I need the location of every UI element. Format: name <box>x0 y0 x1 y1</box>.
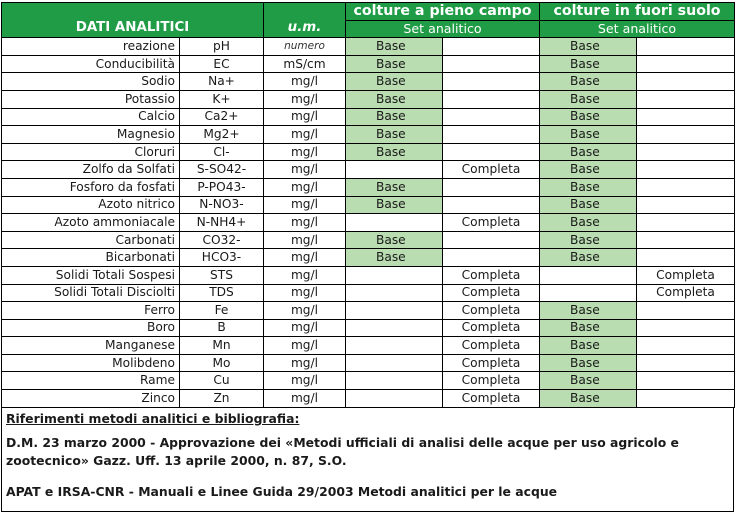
param-unit: mg/l <box>264 249 346 267</box>
soilless-base: Base <box>540 178 637 196</box>
reference-apat-irsa: APAT e IRSA-CNR - Manuali e Linee Guida 29/2003 Metodi analitici per le acque <box>6 483 558 499</box>
soilless-complete <box>637 55 735 73</box>
param-name: Solidi Totali Disciolti <box>2 284 180 302</box>
open-field-complete: Completa <box>443 354 540 372</box>
analysis-sheet <box>1 2 734 512</box>
param-name: Molibdeno <box>2 354 180 372</box>
soilless-base: Base <box>540 55 637 73</box>
soilless-complete <box>637 196 735 214</box>
param-name: Solidi Totali Sospesi <box>2 266 180 284</box>
open-field-base <box>346 161 443 179</box>
open-field-base <box>346 337 443 355</box>
soilless-base: Base <box>540 196 637 214</box>
soilless-base: Base <box>540 319 637 337</box>
open-field-complete: Completa <box>443 284 540 302</box>
param-symbol: Cu <box>180 372 264 390</box>
open-field-base: Base <box>346 55 443 73</box>
table-row <box>2 266 735 284</box>
soilless-complete: Completa <box>637 266 735 284</box>
table-row <box>2 196 735 214</box>
open-field-complete <box>443 55 540 73</box>
references-title: Riferimenti metodi analitici e bibliografia: <box>6 410 300 426</box>
open-field-base: Base <box>346 249 443 267</box>
open-field-complete <box>443 126 540 144</box>
table-row <box>2 337 735 355</box>
param-symbol: Fe <box>180 302 264 320</box>
soilless-complete <box>637 38 735 56</box>
header-row-groups <box>2 3 735 21</box>
param-symbol: N-NO3- <box>180 196 264 214</box>
param-name: Magnesio <box>2 126 180 144</box>
table-row <box>2 390 735 408</box>
open-field-complete: Completa <box>443 302 540 320</box>
table-row <box>2 126 735 144</box>
open-field-complete: Completa <box>443 266 540 284</box>
soilless-base <box>540 284 637 302</box>
param-symbol: HCO3- <box>180 249 264 267</box>
soilless-complete <box>637 249 735 267</box>
table-row <box>2 108 735 126</box>
param-unit: mg/l <box>264 337 346 355</box>
soilless-base: Base <box>540 390 637 408</box>
param-name: Azoto nitrico <box>2 196 180 214</box>
param-symbol: P-PO43- <box>180 178 264 196</box>
param-symbol: Cl- <box>180 143 264 161</box>
open-field-base <box>346 319 443 337</box>
param-symbol: Mn <box>180 337 264 355</box>
param-unit: mg/l <box>264 126 346 144</box>
param-symbol: STS <box>180 266 264 284</box>
open-field-base <box>346 354 443 372</box>
soilless-complete <box>637 231 735 249</box>
soilless-base: Base <box>540 38 637 56</box>
open-field-base <box>346 390 443 408</box>
param-unit: mg/l <box>264 284 346 302</box>
table-row <box>2 143 735 161</box>
soilless-complete <box>637 319 735 337</box>
table-row <box>2 284 735 302</box>
open-field-complete: Completa <box>443 319 540 337</box>
soilless-base: Base <box>540 302 637 320</box>
soilless-base: Base <box>540 372 637 390</box>
soilless-base: Base <box>540 354 637 372</box>
param-unit: mg/l <box>264 354 346 372</box>
soilless-complete <box>637 143 735 161</box>
param-name: Manganese <box>2 337 180 355</box>
open-field-complete: Completa <box>443 161 540 179</box>
table-body <box>2 38 735 407</box>
open-field-complete: Completa <box>443 337 540 355</box>
soilless-base: Base <box>540 126 637 144</box>
open-field-complete <box>443 38 540 56</box>
soilless-complete <box>637 337 735 355</box>
param-symbol: B <box>180 319 264 337</box>
soilless-base: Base <box>540 161 637 179</box>
table-row <box>2 38 735 56</box>
param-symbol: Mo <box>180 354 264 372</box>
param-name: Bicarbonati <box>2 249 180 267</box>
param-name: Sodio <box>2 73 180 91</box>
soilless-complete <box>637 108 735 126</box>
soilless-base: Base <box>540 249 637 267</box>
soilless-complete <box>637 390 735 408</box>
table-row <box>2 73 735 91</box>
param-symbol: Mg2+ <box>180 126 264 144</box>
open-field-complete <box>443 108 540 126</box>
header-group-open-field: colture a pieno campo <box>346 3 540 21</box>
soilless-complete <box>637 372 735 390</box>
open-field-base: Base <box>346 90 443 108</box>
param-unit: mg/l <box>264 196 346 214</box>
param-unit: mg/l <box>264 90 346 108</box>
param-unit: mg/l <box>264 319 346 337</box>
open-field-complete: Completa <box>443 390 540 408</box>
table-row <box>2 90 735 108</box>
param-symbol: Na+ <box>180 73 264 91</box>
reference-dm-2000: D.M. 23 marzo 2000 - Approvazione dei «Metodi ufficiali di analisi delle acque per uso agricolo e zootecnico» Gazz. Uff. 13 aprile 2000, n. 87, S.O. <box>6 434 679 468</box>
open-field-complete <box>443 90 540 108</box>
soilless-base: Base <box>540 143 637 161</box>
open-field-complete <box>443 73 540 91</box>
soilless-complete <box>637 302 735 320</box>
soilless-complete <box>637 90 735 108</box>
soilless-complete: Completa <box>637 284 735 302</box>
param-name: Azoto ammoniacale <box>2 214 180 232</box>
open-field-base: Base <box>346 126 443 144</box>
soilless-complete <box>637 126 735 144</box>
param-unit: mg/l <box>264 214 346 232</box>
soilless-base: Base <box>540 214 637 232</box>
open-field-base: Base <box>346 231 443 249</box>
param-name: Carbonati <box>2 231 180 249</box>
table-row <box>2 354 735 372</box>
param-symbol: TDS <box>180 284 264 302</box>
soilless-base: Base <box>540 108 637 126</box>
param-unit: mg/l <box>264 231 346 249</box>
table-row <box>2 231 735 249</box>
param-unit: mS/cm <box>264 55 346 73</box>
soilless-complete <box>637 178 735 196</box>
param-unit: mg/l <box>264 372 346 390</box>
open-field-base <box>346 372 443 390</box>
param-symbol: N-NH4+ <box>180 214 264 232</box>
open-field-complete <box>443 196 540 214</box>
param-name: reazione <box>2 38 180 56</box>
table-row <box>2 55 735 73</box>
param-unit: mg/l <box>264 266 346 284</box>
open-field-base: Base <box>346 196 443 214</box>
param-name: Boro <box>2 319 180 337</box>
open-field-complete <box>443 178 540 196</box>
open-field-base: Base <box>346 143 443 161</box>
soilless-base: Base <box>540 73 637 91</box>
param-symbol: S-SO42- <box>180 161 264 179</box>
open-field-base: Base <box>346 178 443 196</box>
param-name: Calcio <box>2 108 180 126</box>
header-set-open-field: Set analitico <box>346 20 540 38</box>
open-field-complete <box>443 143 540 161</box>
soilless-base: Base <box>540 231 637 249</box>
param-symbol: Ca2+ <box>180 108 264 126</box>
soilless-complete <box>637 73 735 91</box>
open-field-base: Base <box>346 38 443 56</box>
analysis-table <box>1 2 735 408</box>
header-um: u.m. <box>264 3 346 38</box>
param-name: Ferro <box>2 302 180 320</box>
open-field-base <box>346 302 443 320</box>
param-unit: mg/l <box>264 178 346 196</box>
open-field-complete <box>443 231 540 249</box>
open-field-base <box>346 266 443 284</box>
open-field-base <box>346 284 443 302</box>
param-symbol: CO32- <box>180 231 264 249</box>
table-row <box>2 319 735 337</box>
param-name: Conducibilità <box>2 55 180 73</box>
table-row <box>2 178 735 196</box>
soilless-base: Base <box>540 337 637 355</box>
param-name: Zinco <box>2 390 180 408</box>
param-name: Potassio <box>2 90 180 108</box>
param-name: Rame <box>2 372 180 390</box>
param-unit: mg/l <box>264 143 346 161</box>
table-row <box>2 214 735 232</box>
table-row <box>2 249 735 267</box>
param-unit: mg/l <box>264 161 346 179</box>
soilless-base <box>540 266 637 284</box>
param-unit: numero <box>264 38 346 56</box>
param-symbol: EC <box>180 55 264 73</box>
soilless-complete <box>637 354 735 372</box>
open-field-base: Base <box>346 73 443 91</box>
header-title: DATI ANALITICI <box>2 3 264 38</box>
header-set-soilless: Set analitico <box>540 20 735 38</box>
open-field-base: Base <box>346 108 443 126</box>
table-row <box>2 302 735 320</box>
param-unit: mg/l <box>264 390 346 408</box>
param-name: Zolfo da Solfati <box>2 161 180 179</box>
open-field-base <box>346 214 443 232</box>
param-name: Fosforo da fosfati <box>2 178 180 196</box>
open-field-complete: Completa <box>443 214 540 232</box>
table-row <box>2 161 735 179</box>
param-symbol: Zn <box>180 390 264 408</box>
param-symbol: K+ <box>180 90 264 108</box>
header-group-soilless: colture in fuori suolo <box>540 3 735 21</box>
param-symbol: pH <box>180 38 264 56</box>
param-unit: mg/l <box>264 73 346 91</box>
param-unit: mg/l <box>264 302 346 320</box>
open-field-complete: Completa <box>443 372 540 390</box>
param-name: Cloruri <box>2 143 180 161</box>
soilless-base: Base <box>540 90 637 108</box>
param-unit: mg/l <box>264 108 346 126</box>
soilless-complete <box>637 161 735 179</box>
open-field-complete <box>443 249 540 267</box>
references-box <box>1 408 734 512</box>
table-row <box>2 372 735 390</box>
soilless-complete <box>637 214 735 232</box>
